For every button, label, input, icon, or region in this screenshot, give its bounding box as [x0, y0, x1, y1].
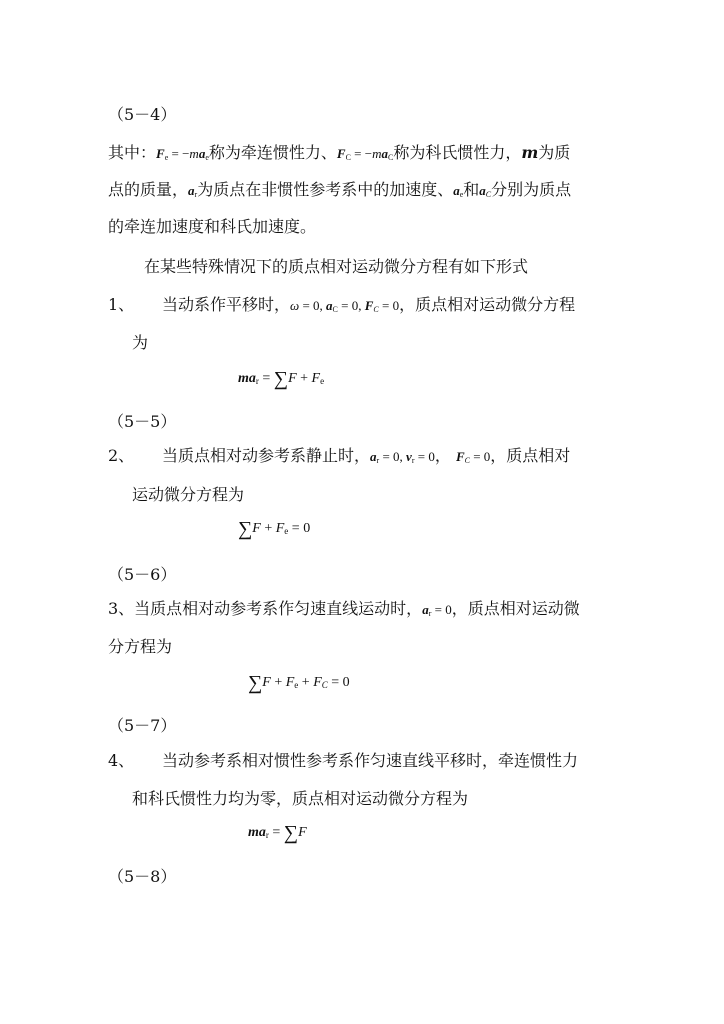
list-item-2: 2、 当质点相对动参考系静止时，$a_r = 0$, $v_r = 0$， $F_C = 0$，质点相对: [108, 446, 571, 465]
intro-text: 在某些特殊情况下的质点相对运动微分方程有如下形式: [144, 257, 529, 276]
paragraph-line: 的牵连加速度和科氏加速度。: [108, 217, 317, 236]
list-item-2-cont: 运动微分方程为: [132, 485, 245, 504]
list-item-3: 3、当质点相对动参考系作匀速直线运动时，$a_r = 0$，质点相对运动微: [108, 599, 580, 618]
paragraph-line: 其中：$F_e = -ma_e$称为牵连惯性力、$F_C = -ma_C$称为科氏惯性力，m为质: [108, 143, 571, 162]
list-item-1: 1、 当动系作平移时，ω = 0, $a_C = 0$, $F_C = 0$，质点相对运动微分方程: [108, 295, 576, 314]
formula-fe: $F_e = -ma_e$: [156, 146, 209, 162]
equation-number: （5－8）: [108, 867, 177, 886]
paragraph-line: 点的质量，$a_r$为质点在非惯性参考系中的加速度、$a_e$和$a_C$分别为质点: [108, 180, 572, 199]
list-item-1-cont: 为: [132, 333, 149, 352]
equation-5-8: $ma_r = \sum F$: [248, 822, 307, 844]
equation-number: （5－7）: [108, 716, 177, 735]
formula-fc: $F_C = -ma_C$: [336, 146, 394, 162]
equation-number: （5－4）: [108, 105, 177, 124]
equation-5-6: $\sum F + F_e = 0$: [238, 518, 311, 540]
equation-5-5: $ma_r = \sum F + F_e$: [238, 368, 325, 390]
list-item-3-cont: 分方程为: [108, 637, 173, 656]
equation-5-7: $\sum F + F_e + F_C = 0$: [248, 672, 350, 694]
list-item-4-cont: 和科氏惯性力均为零，质点相对运动微分方程为: [132, 789, 469, 808]
equation-number: （5－6）: [108, 565, 177, 584]
list-item-4: 4、 当动参考系相对惯性参考系作匀速直线平移时，牵连惯性力: [108, 751, 579, 770]
equation-number: （5－5）: [108, 412, 177, 431]
